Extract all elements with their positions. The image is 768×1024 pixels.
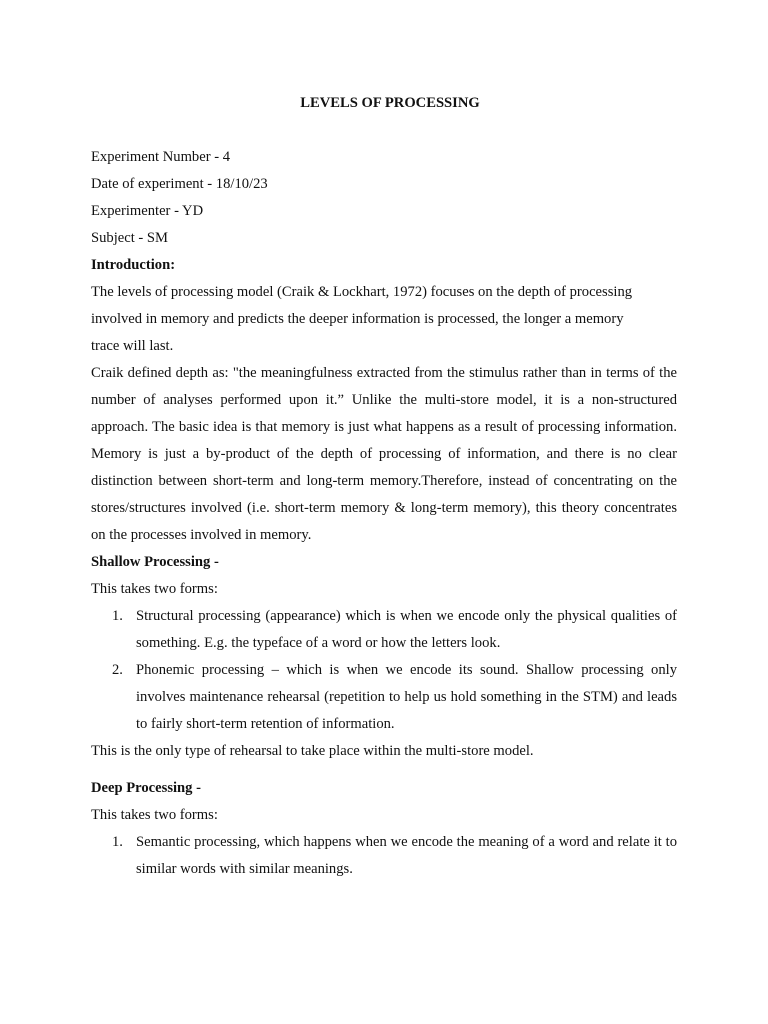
introduction-para1-line: involved in memory and predicts the deeper information is processed, the longer a memory: [91, 311, 624, 327]
deep-processing-list: [91, 829, 677, 883]
list-item-text: Phonemic processing – which is when we encode its sound. Shallow processing only involves maintenance rehearsal (repetition to help us hold something in the STM) and leads to fairly short-term retention of information.: [136, 662, 677, 732]
list-item: [91, 829, 677, 883]
shallow-processing-list: [91, 603, 677, 738]
shallow-processing-heading: Shallow Processing -: [91, 554, 219, 570]
section-spacer: [91, 765, 677, 775]
list-number: 2.: [112, 662, 123, 678]
meta-subject: Subject - SM: [91, 230, 169, 246]
document-title: LEVELS OF PROCESSING: [300, 95, 480, 111]
deep-processing-intro: This takes two forms:: [91, 807, 218, 823]
introduction-para1-line: The levels of processing model (Craik & Lockhart, 1972) focuses on the depth of processing: [91, 284, 633, 300]
list-item: [91, 657, 677, 738]
list-item-text: Structural processing (appearance) which is when we encode only the physical qualities of something. E.g. the typeface of a word or how the letters look.: [136, 608, 677, 651]
introduction-heading: Introduction:: [91, 257, 176, 273]
meta-date: Date of experiment - 18/10/23: [91, 176, 268, 192]
meta-experiment-number: Experiment Number - 4: [91, 149, 231, 165]
introduction-para2: Craik defined depth as: "the meaningfulness extracted from the stimulus rather than in terms of the number of analyses performed upon it.” Unlike the multi-store model, it is a non-structured approach. The basic idea is that memory is just what happens as a result of processing information. Memory is just a by-product of the depth of processing of information, and there is no clear distinction between short-term and long-term memory.Therefore, instead of concentrating on the stores/structures involved (i.e. short-term memory & long-term memory), this theory concentrates on the processes involved in memory.: [91, 365, 677, 543]
shallow-processing-intro: This takes two forms:: [91, 581, 218, 597]
list-number: 1.: [112, 834, 123, 850]
introduction-para1-line: trace will last.: [91, 338, 174, 354]
meta-experimenter: Experimenter - YD: [91, 203, 204, 219]
list-number: 1.: [112, 608, 123, 624]
shallow-processing-closing: This is the only type of rehearsal to take place within the multi-store model.: [91, 743, 534, 759]
document-body: [91, 90, 677, 883]
list-item-text: Semantic processing, which happens when we encode the meaning of a word and relate it to similar words with similar meanings.: [136, 834, 677, 877]
deep-processing-heading: Deep Processing -: [91, 780, 201, 796]
list-item: [91, 603, 677, 657]
